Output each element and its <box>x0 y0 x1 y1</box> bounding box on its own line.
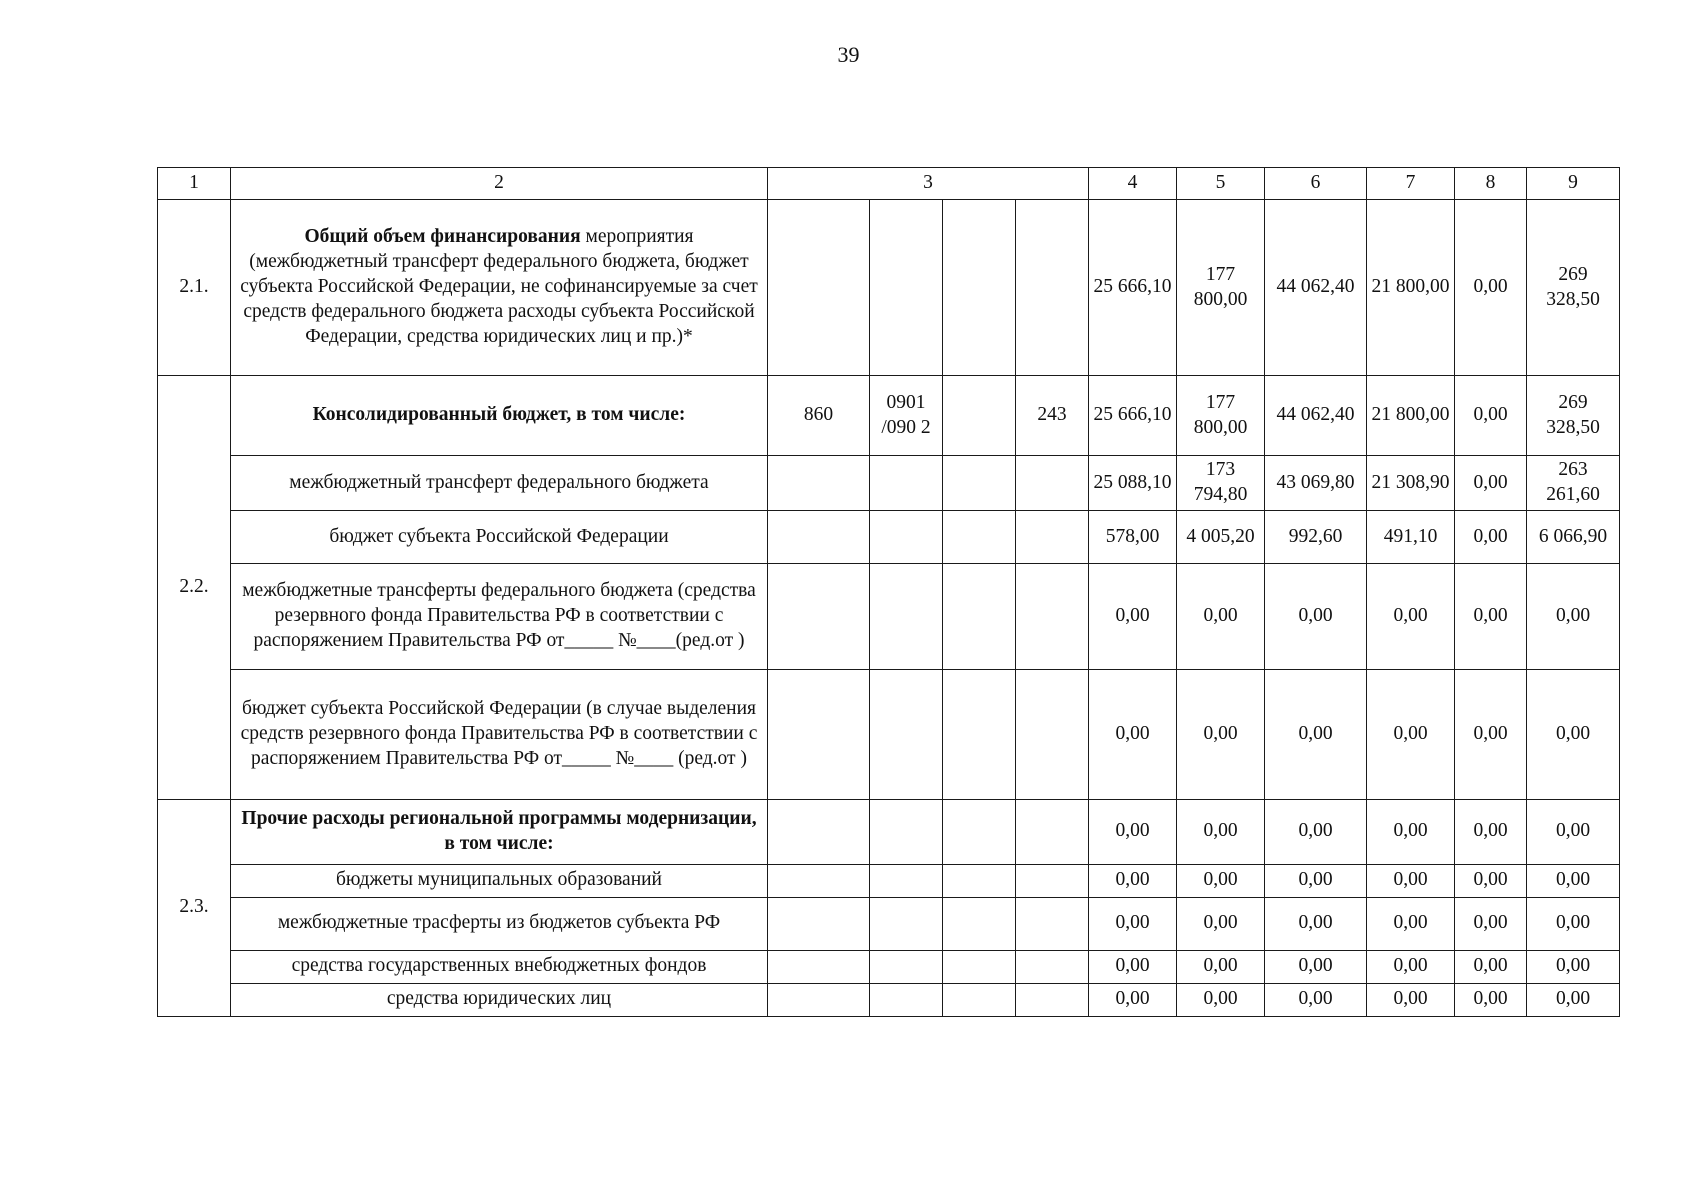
row-description-bold: Общий объем финансирования <box>304 226 581 248</box>
row-description: средства юридических лиц <box>231 983 768 1016</box>
row-description <box>231 200 768 376</box>
value-cell: 0,00 <box>1367 897 1455 950</box>
value-cell: 25 088,10 <box>1089 456 1177 511</box>
value-cell: 269 328,50 <box>1527 376 1620 456</box>
value-cell: 0,00 <box>1089 983 1177 1016</box>
value-cell: 0,00 <box>1367 983 1455 1016</box>
table-row <box>158 950 1620 983</box>
value-cell: 0,00 <box>1455 950 1527 983</box>
value-cell: 0,00 <box>1265 864 1367 897</box>
row-number: 2.2. <box>158 376 231 799</box>
value-cell: 0,00 <box>1089 864 1177 897</box>
table-row <box>158 511 1620 564</box>
header-cell: 9 <box>1527 168 1620 200</box>
value-cell: 992,60 <box>1265 511 1367 564</box>
row-description-rest: мероприятия (межбюджетный трансферт федерального бюджета, бюджет субъекта Российской Федерации, не софинансируемые за счет средств федерального бюджета расходы субъекта Российской Федерации, средства юридических лиц и пр.)* <box>240 226 758 348</box>
code-cell <box>943 376 1016 456</box>
value-cell: 0,00 <box>1527 564 1620 669</box>
header-cell: 4 <box>1089 168 1177 200</box>
value-cell: 0,00 <box>1455 511 1527 564</box>
value-cell: 0,00 <box>1367 799 1455 864</box>
row-description: бюджет субъекта Российской Федерации (в случае выделения средств резервного фонда Правительства РФ в соответствии с распоряжением Правительства РФ от_____ №____ (ред.от ) <box>231 669 768 799</box>
value-cell: 0,00 <box>1527 983 1620 1016</box>
table-row <box>158 864 1620 897</box>
value-cell: 4 005,20 <box>1177 511 1265 564</box>
row-number: 2.1. <box>158 200 231 376</box>
value-cell: 578,00 <box>1089 511 1177 564</box>
value-cell: 25 666,10 <box>1089 200 1177 376</box>
row-description: межбюджетный трансферт федерального бюджета <box>231 456 768 511</box>
value-cell: 0,00 <box>1527 669 1620 799</box>
table-row <box>158 456 1620 511</box>
value-cell: 43 069,80 <box>1265 456 1367 511</box>
row-description: средства государственных внебюджетных фондов <box>231 950 768 983</box>
value-cell: 0,00 <box>1455 799 1527 864</box>
value-cell: 25 666,10 <box>1089 376 1177 456</box>
value-cell: 0,00 <box>1455 864 1527 897</box>
header-cell: 2 <box>231 168 768 200</box>
value-cell: 21 800,00 <box>1367 376 1455 456</box>
value-cell: 0,00 <box>1265 950 1367 983</box>
value-cell: 491,10 <box>1367 511 1455 564</box>
row-description: межбюджетные трасферты из бюджетов субъекта РФ <box>231 897 768 950</box>
table-row <box>158 799 1620 864</box>
value-cell: 269 328,50 <box>1527 200 1620 376</box>
row-number: 2.3. <box>158 799 231 1016</box>
value-cell: 0,00 <box>1455 376 1527 456</box>
value-cell: 0,00 <box>1177 897 1265 950</box>
table-header-row <box>158 168 1620 200</box>
value-cell: 0,00 <box>1089 799 1177 864</box>
value-cell: 0,00 <box>1455 669 1527 799</box>
code-cell: 860 <box>768 376 870 456</box>
value-cell: 263 261,60 <box>1527 456 1620 511</box>
value-cell: 21 308,90 <box>1367 456 1455 511</box>
row-description: Прочие расходы региональной программы модернизации, в том числе: <box>231 799 768 864</box>
row-description: Консолидированный бюджет, в том числе: <box>231 376 768 456</box>
value-cell: 0,00 <box>1265 799 1367 864</box>
value-cell: 44 062,40 <box>1265 200 1367 376</box>
header-cell: 5 <box>1177 168 1265 200</box>
value-cell: 0,00 <box>1177 950 1265 983</box>
row-description: бюджеты муниципальных образований <box>231 864 768 897</box>
value-cell: 0,00 <box>1455 983 1527 1016</box>
value-cell: 0,00 <box>1455 897 1527 950</box>
value-cell: 0,00 <box>1367 669 1455 799</box>
code-cell: 0901 /090 2 <box>870 376 943 456</box>
value-cell: 0,00 <box>1177 799 1265 864</box>
value-cell: 0,00 <box>1455 564 1527 669</box>
value-cell: 0,00 <box>1089 897 1177 950</box>
table-row <box>158 376 1620 456</box>
value-cell: 0,00 <box>1089 564 1177 669</box>
row-description: межбюджетные трансферты федерального бюджета (средства резервного фонда Правительства РФ в соответствии с распоряжением Правительства РФ от_____ №____(ред.от ) <box>231 564 768 669</box>
table-row <box>158 897 1620 950</box>
value-cell: 0,00 <box>1527 897 1620 950</box>
value-cell: 0,00 <box>1265 564 1367 669</box>
header-cell: 3 <box>768 168 1089 200</box>
table-row <box>158 669 1620 799</box>
value-cell: 177 800,00 <box>1177 376 1265 456</box>
value-cell: 0,00 <box>1527 864 1620 897</box>
row-description: бюджет субъекта Российской Федерации <box>231 511 768 564</box>
value-cell: 44 062,40 <box>1265 376 1367 456</box>
value-cell: 0,00 <box>1455 200 1527 376</box>
header-cell: 6 <box>1265 168 1367 200</box>
value-cell: 0,00 <box>1177 864 1265 897</box>
value-cell: 0,00 <box>1367 564 1455 669</box>
value-cell: 0,00 <box>1177 669 1265 799</box>
header-cell: 1 <box>158 168 231 200</box>
value-cell: 0,00 <box>1177 983 1265 1016</box>
value-cell: 0,00 <box>1089 950 1177 983</box>
value-cell: 21 800,00 <box>1367 200 1455 376</box>
value-cell: 6 066,90 <box>1527 511 1620 564</box>
value-cell: 0,00 <box>1265 983 1367 1016</box>
value-cell: 0,00 <box>1455 456 1527 511</box>
table-row <box>158 983 1620 1016</box>
value-cell: 0,00 <box>1367 864 1455 897</box>
header-cell: 8 <box>1455 168 1527 200</box>
value-cell: 0,00 <box>1265 669 1367 799</box>
value-cell: 0,00 <box>1265 897 1367 950</box>
value-cell: 177 800,00 <box>1177 200 1265 376</box>
table-row <box>158 200 1620 376</box>
financing-table <box>157 167 1620 1017</box>
value-cell: 0,00 <box>1367 950 1455 983</box>
table-row <box>158 564 1620 669</box>
value-cell: 0,00 <box>1089 669 1177 799</box>
header-cell: 7 <box>1367 168 1455 200</box>
code-cell: 243 <box>1016 376 1089 456</box>
value-cell: 0,00 <box>1527 799 1620 864</box>
page-number: 39 <box>837 42 860 67</box>
value-cell: 173 794,80 <box>1177 456 1265 511</box>
value-cell: 0,00 <box>1527 950 1620 983</box>
value-cell: 0,00 <box>1177 564 1265 669</box>
